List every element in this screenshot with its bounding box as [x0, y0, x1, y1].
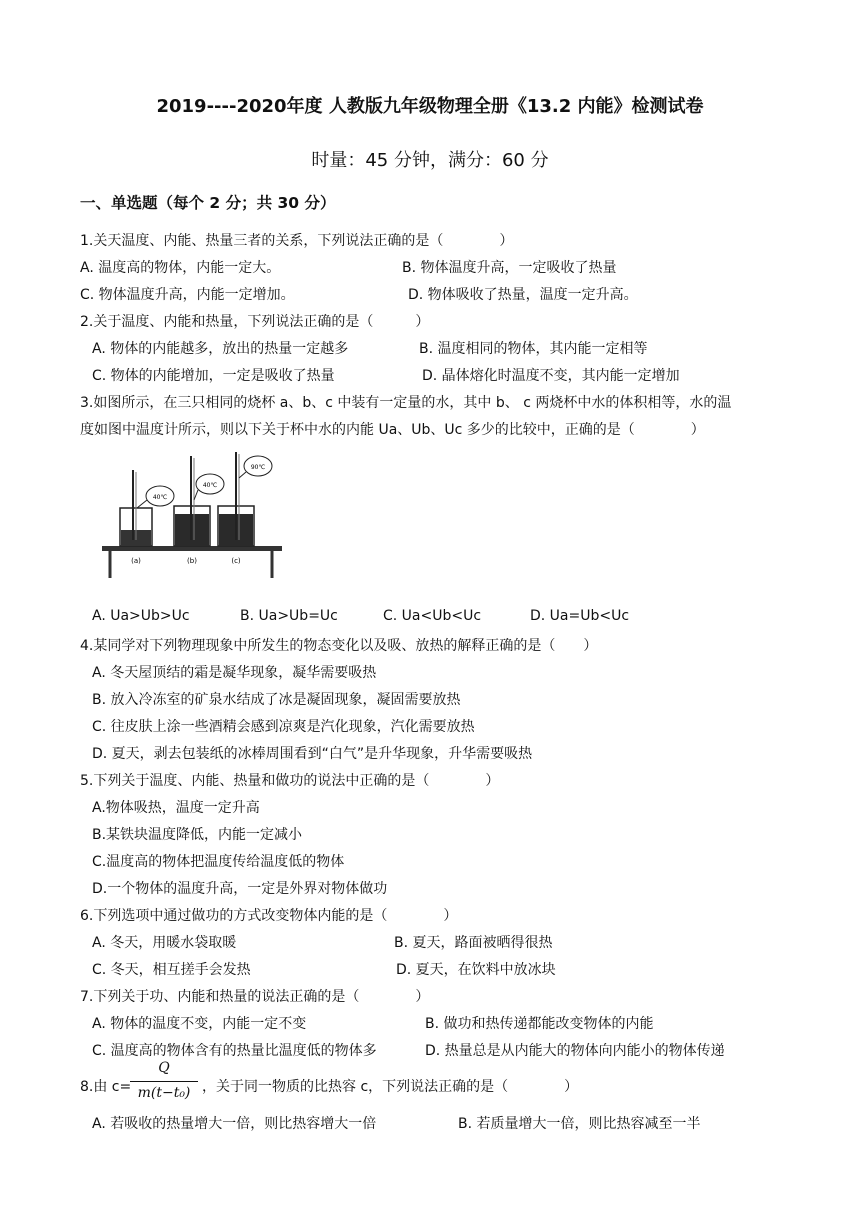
label-beaker-a: (a)	[131, 557, 141, 565]
question-7-stem: 7.下列关于功、内能和热量的说法正确的是（ ）	[80, 989, 430, 1005]
question-4-option-c: C. 往皮肤上涂一些酒精会感到凉爽是汽化现象，汽化需要放热	[92, 719, 475, 735]
question-3-option-b: B. Ua>Ub=Uc	[240, 608, 338, 624]
label-temp-b: 40℃	[202, 482, 218, 489]
question-6-option-b: B. 夏天，路面被晒得很热	[394, 935, 553, 951]
question-8-suffix: ，关于同一物质的比热容 c，下列说法正确的是（ ）	[202, 1079, 579, 1095]
question-1-option-b: B. 物体温度升高，一定吸收了热量	[402, 260, 617, 276]
page-title: 2019----2020年度 人教版九年级物理全册《13.2 内能》检测试卷	[156, 96, 704, 117]
question-4-option-d: D. 夏天，剥去包装纸的冰棒周围看到“白气”是升华现象，升华需要吸热	[92, 746, 533, 762]
section-heading: 一、单选题（每个 2 分；共 30 分）	[80, 194, 336, 212]
question-5-option-c: C.温度高的物体把温度传给温度低的物体	[92, 854, 345, 870]
question-8-prefix: 8.由 c=	[80, 1079, 132, 1095]
question-1-option-c: C. 物体温度升高，内能一定增加。	[80, 287, 295, 303]
bubble-b	[194, 474, 224, 500]
question-3-option-a: A. Ua>Ub>Uc	[92, 608, 190, 624]
question-6-stem: 6.下列选项中通过做功的方式改变物体内能的是（ ）	[80, 908, 458, 924]
question-4-stem: 4.某同学对下列物理现象中所发生的物态变化以及吸、放热的解释正确的是（ ）	[80, 638, 598, 654]
question-7-option-d: D. 热量总是从内能大的物体向内能小的物体传递	[425, 1043, 725, 1059]
question-1-option-a: A. 温度高的物体，内能一定大。	[80, 260, 281, 276]
question-1-stem: 1.关天温度、内能、热量三者的关系，下列说法正确的是（ ）	[80, 233, 514, 249]
exam-info: 时量：45 分钟，满分：60 分	[311, 150, 549, 171]
question-5-option-d: D.一个物体的温度升高，一定是外界对物体做功	[92, 881, 388, 897]
bubble-a	[137, 486, 174, 508]
question-2-option-d: D. 晶体熔化时温度不变，其内能一定增加	[422, 368, 680, 384]
question-6-option-a: A. 冬天，用暖水袋取暖	[92, 935, 237, 951]
label-beaker-b: (b)	[187, 557, 197, 565]
question-2-stem: 2.关于温度、内能和热量，下列说法正确的是（ ）	[80, 314, 430, 330]
formula-numerator: Q	[158, 1060, 170, 1076]
question-5-option-a: A.物体吸热，温度一定升高	[92, 800, 260, 816]
question-2-option-b: B. 温度相同的物体，其内能一定相等	[419, 341, 648, 357]
label-temp-c: 90℃	[250, 464, 266, 471]
question-6-option-c: C. 冬天，相互搓手会发热	[92, 962, 251, 978]
question-3-option-d: D. Ua=Ub<Uc	[530, 608, 630, 624]
fraction-bar	[130, 1081, 198, 1082]
question-3-stem-line-2: 度如图中温度计所示，则以下关于杯中水的内能 Ua、Ub、Uc 多少的比较中，正确的是（ ）	[80, 422, 705, 438]
question-5-stem: 5.下列关于温度、内能、热量和做功的说法中正确的是（ ）	[80, 773, 500, 789]
question-1-option-d: D. 物体吸收了热量，温度一定升高。	[408, 287, 638, 303]
question-3-option-c: C. Ua<Ub<Uc	[383, 608, 482, 624]
question-6-option-d: D. 夏天，在饮料中放冰块	[396, 962, 556, 978]
beakers-figure	[100, 448, 290, 583]
question-7-option-b: B. 做功和热传递都能改变物体的内能	[425, 1016, 654, 1032]
question-5-option-b: B.某铁块温度降低，内能一定减小	[92, 827, 303, 843]
bubble-c	[239, 456, 272, 478]
label-temp-a: 40℃	[152, 494, 168, 501]
question-3-stem-line-1: 3.如图所示，在三只相同的烧杯 a、b、c 中装有一定量的水，其中 b、 c 两烧杯中水的体积相等，水的温	[80, 395, 732, 411]
question-8-option-a: A. 若吸收的热量增大一倍，则比热容增大一倍	[92, 1116, 377, 1132]
question-7-option-a: A. 物体的温度不变，内能一定不变	[92, 1016, 307, 1032]
question-2-option-c: C. 物体的内能增加，一定是吸收了热量	[92, 368, 335, 384]
label-beaker-c: (c)	[231, 557, 241, 565]
question-8-option-b: B. 若质量增大一倍，则比热容减至一半	[458, 1116, 701, 1132]
formula-denominator: m(t−t₀)	[137, 1085, 191, 1101]
question-2-option-a: A. 物体的内能越多，放出的热量一定越多	[92, 341, 349, 357]
question-4-option-a: A. 冬天屋顶结的霜是凝华现象，凝华需要吸热	[92, 665, 377, 681]
thermometer-a	[133, 470, 136, 540]
question-4-option-b: B. 放入冷冻室的矿泉水结成了冰是凝固现象，凝固需要放热	[92, 692, 461, 708]
question-7-option-c: C. 温度高的物体含有的热量比温度低的物体多	[92, 1043, 377, 1059]
